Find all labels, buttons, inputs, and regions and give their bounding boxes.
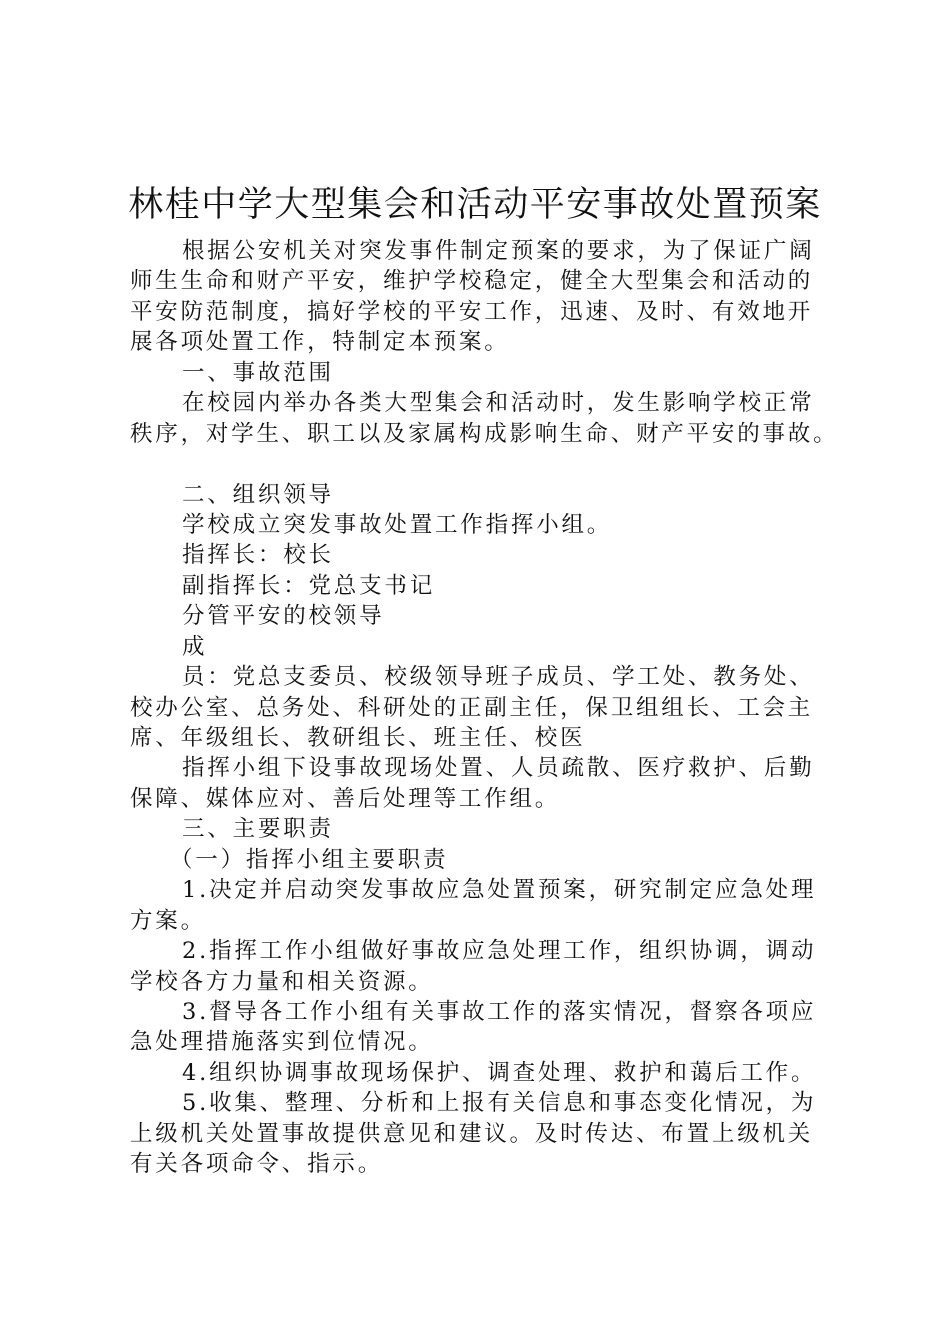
text-line: 学校各方力量和相关资源。 (130, 968, 434, 995)
duty-item (130, 1088, 830, 1179)
text-line: 方案。 (130, 907, 206, 934)
section-heading: 三、主要职责 (182, 816, 334, 843)
text-line: 平安防范制度，搞好学校的平安工作，迅速、及时、有效地开 (130, 298, 814, 325)
text-line: 有关各项命令、指示。 (130, 1151, 384, 1178)
groups-paragraph (130, 753, 830, 814)
text-line: 分管平安的校领导 (182, 603, 385, 630)
document-title: 林桂中学大型集会和活动平安事故处置预案 (128, 185, 822, 225)
subsection-heading: （一）指挥小组主要职责 (170, 846, 449, 873)
text-line: 3.督导各工作小组有关事故工作的落实情况，督察各项应 (182, 998, 817, 1025)
text-line: 秩序，对学生、职工以及家属构成影响生命、财产平安的事故。 (130, 420, 839, 447)
text-line: 员：党总支委员、校级领导班子成员、学工处、教务处、 (182, 664, 815, 691)
text-line: 根据公安机关对突发事件制定预案的要求，为了保证广阔 (182, 238, 815, 264)
blank-line (130, 449, 830, 479)
section-heading: 二、组织领导 (182, 481, 334, 508)
section-heading: 一、事故范围 (182, 359, 334, 386)
text-line: 展各项处置工作，特制定本预案。 (130, 329, 510, 356)
text-line: 席、年级组长、教研组长、班主任、校医 (130, 725, 586, 751)
text-line: 指挥长：校长 (182, 542, 334, 569)
text-line: 1.决定并启动突发事故应急处置预案，研究制定应急处理 (182, 877, 817, 904)
duty-item (130, 997, 830, 1058)
text-line: 保障、媒体应对、善后处理等工作组。 (130, 785, 561, 812)
scope-paragraph (130, 388, 839, 449)
text-line: 师生生命和财产平安，维护学校稳定，健全大型集会和活动的 (130, 268, 814, 295)
document-body (130, 236, 839, 1180)
duty-item (130, 875, 830, 936)
duty-item (130, 936, 830, 997)
text-line: 学校成立突发事故处置工作指挥小组。 (182, 511, 613, 538)
duty-item (130, 1058, 830, 1088)
text-line: 2.指挥工作小组做好事故应急处理工作，组织协调，调动 (182, 938, 817, 965)
members-paragraph (130, 662, 830, 753)
text-line: 在校园内举办各类大型集会和活动时，发生影响学校正常 (182, 390, 815, 417)
text-line: 指挥小组下设事故现场处置、人员疏散、医疗救护、后勤 (182, 755, 815, 782)
text-line: 急处理措施落实到位情况。 (130, 1029, 434, 1056)
text-line: 上级机关处置事故提供意见和建议。及时传达、布置上级机关 (130, 1120, 814, 1147)
text-line: 5.收集、整理、分析和上报有关信息和事态变化情况，为 (182, 1090, 817, 1117)
intro-paragraph (130, 236, 830, 358)
text-line: 校办公室、总务处、科研处的正副主任，保卫组组长、工会主 (130, 694, 814, 721)
text-line: 成 (182, 633, 208, 660)
text-line: 副指挥长：党总支书记 (182, 572, 436, 599)
text-line: 4.组织协调事故现场保护、调查处理、救护和蔼后工作。 (182, 1059, 817, 1086)
